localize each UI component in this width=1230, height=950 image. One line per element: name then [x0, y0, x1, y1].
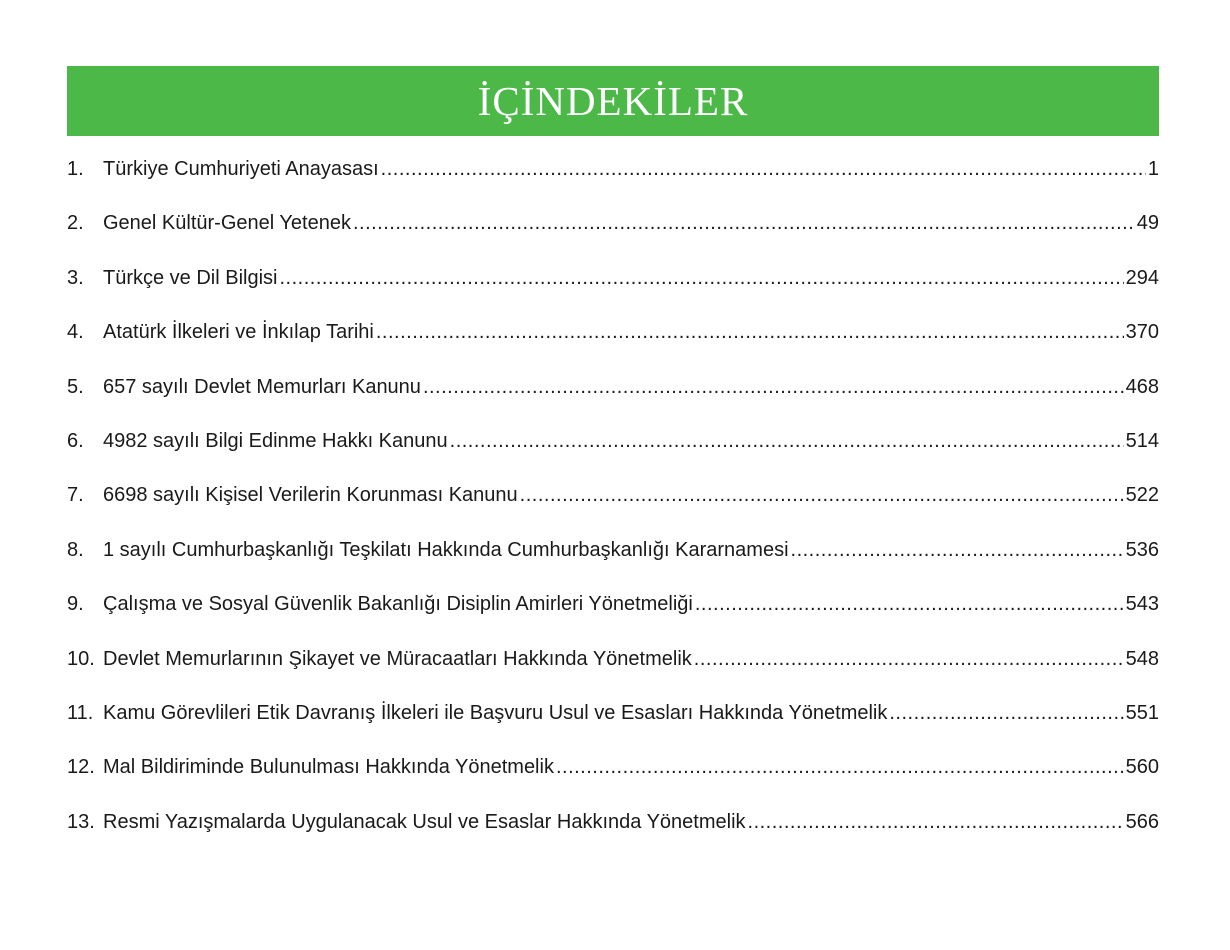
toc-entry-page: 294 — [1125, 266, 1159, 289]
toc-entry-title: Mal Bildiriminde Bulunulması Hakkında Yönetmelik — [103, 756, 554, 779]
toc-entry-page: 548 — [1125, 647, 1159, 670]
toc-entry-page: 522 — [1125, 484, 1159, 507]
toc-entry-page: 560 — [1125, 756, 1159, 779]
toc-entry[interactable] — [67, 260, 1159, 314]
toc-entry-number: 9. — [67, 593, 84, 616]
toc-entry-title: Türkçe ve Dil Bilgisi — [103, 266, 278, 289]
toc-entry-title: Kamu Görevlileri Etik Davranış İlkeleri ile Başvuru Usul ve Esasları Hakkında Yönetmelik — [103, 701, 888, 724]
table-of-contents — [67, 151, 1159, 858]
toc-entry-title: Atatürk İlkeleri ve İnkılap Tarihi — [103, 321, 374, 344]
toc-entry[interactable] — [67, 532, 1159, 586]
toc-entry[interactable] — [67, 477, 1159, 531]
toc-entry[interactable] — [67, 423, 1159, 477]
toc-entry-title: 657 sayılı Devlet Memurları Kanunu — [103, 375, 421, 398]
toc-dot-leader — [791, 532, 1124, 568]
toc-dot-leader — [376, 314, 1124, 350]
toc-dot-leader — [353, 205, 1135, 241]
toc-entry-page: 566 — [1125, 810, 1159, 833]
toc-entry-number: 6. — [67, 429, 84, 452]
toc-entry[interactable] — [67, 804, 1159, 858]
toc-entry-page: 468 — [1125, 375, 1159, 398]
toc-entry[interactable] — [67, 314, 1159, 368]
toc-entry-page: 536 — [1125, 538, 1159, 561]
toc-entry-number: 3. — [67, 266, 84, 289]
toc-entry-title: Çalışma ve Sosyal Güvenlik Bakanlığı Disiplin Amirleri Yönetmeliği — [103, 593, 693, 616]
toc-entry-page: 543 — [1125, 593, 1159, 616]
toc-dot-leader — [450, 423, 1124, 459]
toc-entry-number: 2. — [67, 212, 84, 235]
toc-entry-page: 551 — [1125, 701, 1159, 724]
toc-entry-number: 8. — [67, 538, 84, 561]
toc-entry[interactable] — [67, 369, 1159, 423]
toc-entry-number: 4. — [67, 321, 84, 344]
toc-entry-number: 7. — [67, 484, 84, 507]
toc-dot-leader — [381, 151, 1146, 187]
toc-entry-number: 10. — [67, 647, 95, 670]
toc-dot-leader — [694, 641, 1124, 677]
toc-dot-leader — [889, 695, 1123, 731]
toc-entry-number: 13. — [67, 810, 95, 833]
toc-entry-title: 1 sayılı Cumhurbaşkanlığı Teşkilatı Hakkında Cumhurbaşkanlığı Kararnamesi — [103, 538, 789, 561]
toc-entry-title: 6698 sayılı Kişisel Verilerin Korunması Kanunu — [103, 484, 518, 507]
toc-dot-leader — [520, 477, 1124, 513]
toc-entry-title: Devlet Memurlarının Şikayet ve Müracaatları Hakkında Yönetmelik — [103, 647, 692, 670]
toc-entry-page: 1 — [1147, 158, 1159, 180]
toc-entry[interactable] — [67, 205, 1159, 259]
toc-entry-number: 1. — [67, 158, 84, 180]
toc-entry[interactable] — [67, 586, 1159, 640]
toc-entry[interactable] — [67, 749, 1159, 803]
toc-entry-title: 4982 sayılı Bilgi Edinme Hakkı Kanunu — [103, 429, 448, 452]
toc-dot-leader — [423, 369, 1124, 405]
toc-entry-number: 5. — [67, 375, 84, 398]
toc-entry-number: 11. — [67, 701, 94, 724]
toc-dot-leader — [748, 804, 1124, 840]
toc-entry[interactable] — [67, 151, 1159, 205]
toc-dot-leader — [279, 260, 1123, 296]
toc-entry-title: Türkiye Cumhuriyeti Anayasası — [103, 158, 379, 180]
toc-entry-page: 49 — [1136, 212, 1159, 235]
toc-entry-title: Genel Kültür-Genel Yetenek — [103, 212, 351, 235]
toc-entry[interactable] — [67, 695, 1159, 749]
toc-entry-page: 514 — [1125, 429, 1159, 452]
toc-dot-leader — [695, 586, 1124, 622]
toc-entry-title: Resmi Yazışmalarda Uygulanacak Usul ve Esaslar Hakkında Yönetmelik — [103, 810, 746, 833]
toc-dot-leader — [556, 749, 1124, 785]
toc-entry-page: 370 — [1125, 321, 1159, 344]
toc-entry-number: 12. — [67, 756, 95, 779]
page-title: İÇİNDEKİLER — [477, 77, 749, 124]
title-bar — [67, 66, 1159, 136]
toc-entry[interactable] — [67, 641, 1159, 695]
